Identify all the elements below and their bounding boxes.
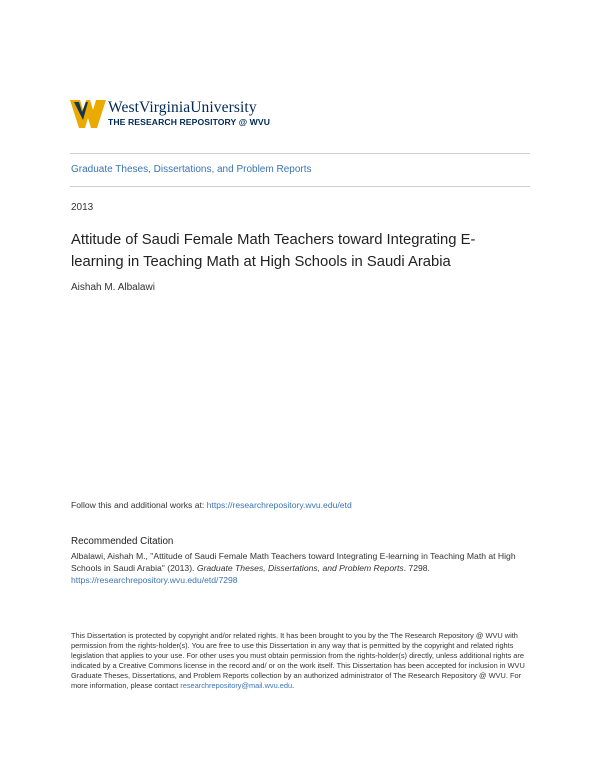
citation-link[interactable]: https://researchrepository.wvu.edu/etd/7298 (71, 575, 238, 586)
bottom-divider (70, 186, 530, 187)
recommended-citation-heading: Recommended Citation (71, 536, 174, 547)
author-name: Aishah M. Albalawi (71, 282, 155, 293)
collection-link[interactable]: Graduate Theses, Dissertations, and Problem Reports (71, 164, 312, 175)
rights-text: This Dissertation is protected by copyright and/or related rights. It has been brought to you by the The Research Repository @ WVU with permission from the rights-holder(s). You are free to use this Dissertation in any way that is permitted by the copyright and related rights legislation that applies to your use. For other uses you must obtain permission from the rights-holder(s) directly, unless additional rights are indicated by a Creative Commons license in the record and/ or on the work itself. This Dissertation has been accepted for inclusion in WVU Graduate Theses, Dissertations, and Problem Reports collection by an authorized administrator of The Research Repository @ WVU. For more information, please contact (71, 631, 525, 690)
logo-subtitle: THE RESEARCH REPOSITORY @ WVU (108, 117, 271, 127)
document-title: Attitude of Saudi Female Math Teachers toward Integrating E-learning in Teaching Math at High Schools in Saudi Arabia (71, 232, 476, 270)
citation-number: . 7298. (403, 563, 430, 574)
etd-link[interactable]: https://researchrepository.wvu.edu/etd (206, 500, 352, 510)
flying-wv-icon (70, 100, 106, 130)
contact-email-link[interactable]: researchrepository@mail.wvu.edu (180, 681, 293, 690)
top-divider (70, 153, 530, 154)
citation-text: Albalawi, Aishah M., "Attitude of Saudi Female Math Teachers toward Integrating E-learning in Teaching Math at High Schools in Saudi Arabia" (2013). (71, 551, 516, 574)
citation-block (71, 550, 526, 587)
rights-statement (71, 631, 531, 691)
follow-text: Follow this and additional works at: (71, 500, 207, 510)
follow-line (71, 500, 352, 510)
wvu-logo[interactable] (70, 98, 290, 138)
citation-series: Graduate Theses, Dissertations, and Problem Reports (196, 563, 404, 574)
publication-year: 2013 (71, 202, 94, 213)
logo-university-name: WestVirginiaUniversity (108, 99, 257, 116)
rights-end: . (292, 681, 295, 690)
